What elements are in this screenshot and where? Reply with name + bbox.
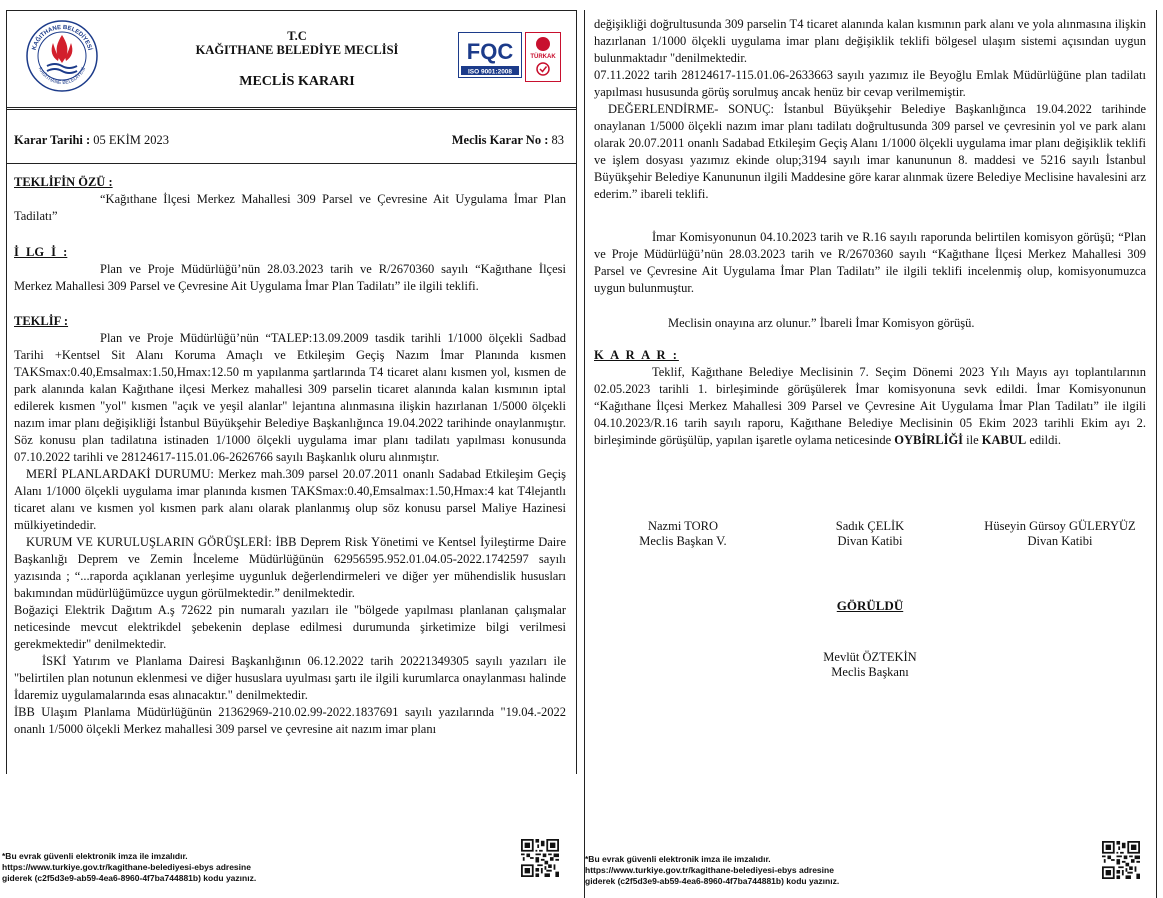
meri-text: MERİ PLANLARDAKİ DURUMU: Merkez mah.309 parsel 20.07.2011 onanlı Sadabad Etkileşim Geçiş Alanı 1/1000 ölçekli uygulama imar planında kısmen TAKSmax:0.40,Emsalmax:1.50,Hmax:4 kat T4lejantlı ticaret alanı ve kısmen yol kısmen park alanı olarak planlanmış olup söz konusu parsel Maliye Hazinesi mülkiyetindedir.: [14, 467, 566, 532]
section-karar: [594, 347, 1146, 449]
degerlendirme-text: DEĞERLENDİRME- SONUÇ: İstanbul Büyükşehir Belediye Başkanlığınca 19.04.2022 tarihinde onaylanan 1/5000 ölçekli nazım imar planı tadilatı doğrultusunda 309 parsel ve çevresinin yol ve park alanı olarak 20.07.2011 onanlı Sadabad Etkileşim Geçiş Alanı 1/1000 ölçekli uygulama imar planı değişiklik teklifi ve işlem dosyası yazımız ekinde olup;3194 sayılı imar kanununun 8. maddesi ve 5216 sayılı İstanbul Büyükşehir Belediye Kanununun ilgili Maddesine göre karar alınmak üzere Belediye Meclisine havalesini arz ederim.” ibareli teklifi.: [594, 102, 1146, 201]
footer-line-3: giderek (c2f5d3e9-ab59-4ea6-8960-4f7ba744881b) kodu yazınız.: [585, 876, 840, 886]
header-tc: T.C: [287, 29, 307, 43]
kabul-text: KABUL: [981, 433, 1027, 447]
decision-date: Karar Tarihi : 05 EKİM 2023: [14, 133, 169, 147]
turkak-logo: [525, 32, 561, 82]
section-teklif: [14, 313, 566, 738]
onay-text: Meclisin onayına arz olunur.” İbareli İmar Komisyon görüşü.: [668, 316, 975, 330]
ozu-heading: TEKLİFİN ÖZÜ :: [14, 175, 113, 189]
header-divider: [7, 107, 576, 110]
komisyon-text: İmar Komisyonunun 04.10.2023 tarih ve R.16 sayılı raporunda belirtilen komisyon görüşü; “Plan ve Proje Müdürlüğü’nün 28.03.2023 tarih ve R/2670360 sayılı “Kağıthane İlçesi Merkez Mahallesi 309 Parsel ve Çevresine Ait Uygulama İmar Plan Tadilatı” ile ilgili teklifi incelenmiş olup, komisyonumuzca uygun bulunmuştur.: [594, 230, 1146, 295]
president-title: Meclis Başkanı: [831, 665, 909, 679]
signature-president: [775, 650, 965, 680]
footer-line-2: https://www.turkiye.gov.tr/kagithane-belediyesi-ebys adresine: [585, 865, 834, 875]
document-page-left: [6, 10, 577, 774]
signature-toro: [603, 519, 763, 549]
ilgi-text: Plan ve Proje Müdürlüğü’nün 28.03.2023 tarih ve R/2670360 sayılı “Kağıthane İlçesi Merkez Mahallesi 309 Parsel ve Çevresine Ait Uygulama İmar Plan Tadilatı” ile ilgili teklifi.: [14, 262, 566, 293]
president-name: Mevlüt ÖZTEKİN: [823, 650, 917, 664]
signature-guleryuz: [965, 519, 1155, 549]
ibb-text: İBB Ulaşım Planlama Müdürlüğünün 21362969-210.02.99-2022.1837691 sayılı yazılarında "19.04.-2022 onanlı 1/5000 ölçekli Merkez mahallesi 309 parsel ve çevresine ait nazım imar planı: [14, 705, 566, 736]
footer-line-1: *Bu evrak güvenli elektronik imza ile imzalıdır.: [585, 854, 771, 864]
bogazici-text: Boğaziçi Elektrik Dağıtım A.ş 72622 pin numaralı yazıları ile "bölgede yapılması planlanan çalışmalar neticesinde mevcut elektrikdel şebekenin deplase edilmesi durumunda şirketimize bilgi verilmesi gerekmektedir" denilmektedir.: [14, 603, 566, 651]
signer-title: Divan Katibi: [1027, 534, 1093, 548]
document-title: MECLİS KARARI: [239, 74, 355, 89]
signer-name: Nazmi TORO: [647, 519, 719, 533]
logo-text-bottom: KAĞITHANE BELEDİYESİ: [36, 66, 88, 87]
ozu-text: “Kağıthane İlçesi Merkez Mahallesi 309 Parsel ve Çevresine Ait Uygulama İmar Plan Tadilatı”: [14, 192, 566, 223]
fqc-logo: [458, 32, 522, 78]
decision-number: Meclis Karar No : 83: [451, 133, 564, 147]
signer-name: Hüseyin Gürsoy GÜLERYÜZ: [984, 519, 1136, 533]
svg-text:KAĞITHANE BELEDİYESİ: [37, 66, 87, 86]
goruldu-heading: GÖRÜLDÜ: [836, 598, 904, 613]
right-block-1: [594, 16, 1146, 203]
footer-line-1: *Bu evrak güvenli elektronik imza ile imzalıdır.: [2, 851, 188, 861]
kagithane-logo: [25, 19, 99, 93]
karar-text: Teklif, Kağıthane Belediye Meclisinin 7. Seçim Dönemi 2023 Yılı Mayıs ayı toplantılarının 02.05.2023 tarihli 1. birleşiminde görüşülerek İmar komisyonuna sevk edildi. İmar Komisyonunun “Kağıthane İlçesi Merkez Mahallesi 309 Parsel ve Çevresine Ait Uygulama İmar Plan Tadilatı” ile ilgili 04.10.2023/R.16 tarih sayılı raporu, Kağıthane Belediye Meclisinin 05 Ekim 2023 tarihli Ekim ayı 2. birleşiminde görüşülüp, yapılan işaretle oylama neticesinde OYBİRLİĞİ ile KABUL edildi.: [594, 365, 1146, 447]
section-ozu: [14, 174, 566, 225]
signer-title: Divan Katibi: [837, 534, 903, 548]
qr-code-left: [521, 839, 559, 877]
footer-right: [585, 854, 885, 887]
beyoglu-text: 07.11.2022 tarih 28124617-115.01.06-2633663 sayılı yazımız ile Beyoğlu Emlak Müdürlüğüne plan tadilatı yapılması hususunda görüş sorulmuş ancak henüz bir cevap verilmemiştir.: [594, 68, 1146, 99]
footer-line-2: https://www.turkiye.gov.tr/kagithane-belediyesi-ebys adresine: [2, 862, 251, 872]
teklif-text: Plan ve Proje Müdürlüğü’nün “TALEP:13.09.2009 tasdik tarihli 1/1000 ölçekli Sadbad Tarihi +Kentsel Sit Alanı Koruma Amaçlı ve Etkileşim Geçiş Nazım İmar Planında kısmen TAKSmax:0.40,Emsalmax:1.50,Hmax:12.50 m yapılanma şartlarında T4 ticaret alanı kısmen yol, kısmen de park alanında kalan Kağıthane ilçesi Merkez mahallesi 309 parselin ticaret alanında kalan kısmının iptal edilerek kısmen "yol" kısmen "açık ve yeşil alanlar" lejantına alınmasına ilişkin hazırlanan 1/5000 ölçekli nazım imar planı değişikliği İstanbul Büyükşehir Belediye Başkanlığınca 19.04.2022 tarihinde onaylanmıştır. Söz konusu plan tadilatına istinaden 1/1000 ölçekli uygulama imar planı tadilatı yapılması konusunda 07.10.2022 tarihli ve 28124617-115.01.06-2626766 sayılı Başkanlık oluru alınmıştır.: [14, 331, 566, 464]
section-ilgi: [14, 244, 566, 295]
iso-text: ISO 9001:2008: [467, 68, 513, 76]
footer-left: [2, 851, 302, 884]
meta-divider: [7, 163, 576, 164]
oybirligi-text: OYBİRLİĞİ: [894, 433, 964, 447]
kurum-text: KURUM VE KURULUŞLARIN GÖRÜŞLERİ: İBB Deprem Risk Yönetimi ve Kentsel İyileştirme Daire Başkanlığı Deprem ve Zemin İnceleme Müdürlüğünün 62956595.952.01.04.05-2022.1742597 sayılı yazısında ; “...raporda açıklanan yerleşime uygunluk değerlendirmeleri ve diğer yer mühendislik hususları bakımından müdürlüğümüzce uygun görülmektedir.” denilmektedir.: [14, 535, 566, 600]
ilgi-heading: İ LG İ :: [14, 245, 68, 259]
signer-title: Meclis Başkan V.: [639, 534, 727, 548]
fqc-text: FQC: [466, 39, 514, 64]
qr-code-right: [1102, 841, 1140, 879]
logo-text-top: KAĞITHANE BELEDİYESİ: [31, 24, 93, 51]
onay-block: [594, 315, 1146, 332]
footer-line-3: giderek (c2f5d3e9-ab59-4ea6-8960-4f7ba744881b) kodu yazınız.: [2, 873, 257, 883]
turkak-text: TÜRKAK: [530, 54, 556, 60]
karar-heading: K A R A R :: [594, 348, 679, 362]
komisyon-block: [594, 229, 1146, 297]
signer-name: Sadık ÇELİK: [835, 519, 905, 533]
continuation-text: değişikliği doğrultusunda 309 parselin T4 ticaret alanında kalan kısmının park alanı ve yola alınmasına ilişkin hazırlanan 1/1000 ölçekli uygulama imar planı değişiklik teklifi bölgesel ulaşım sistemi açısından uygun bulunmaktadır "denilmektedir.: [594, 17, 1146, 65]
teklif-heading: TEKLİF :: [14, 314, 69, 328]
council-name: KAĞITHANE BELEDİYE MECLİSİ: [195, 43, 399, 57]
document-page-right: [584, 10, 1157, 898]
signature-celik: [790, 519, 950, 549]
iski-text: İSKİ Yatırım ve Planlama Dairesi Başkanlığının 06.12.2022 tarih 20221349305 sayılı yazıları ile "belirtilen plan notunun eklenmesi ve diğer hususlara uyulması şartı ile ilgili kurumlarca onaylanması halinde İdaremiz uygulamalarında esas alınacaktır." denilmektedir.: [14, 654, 566, 702]
